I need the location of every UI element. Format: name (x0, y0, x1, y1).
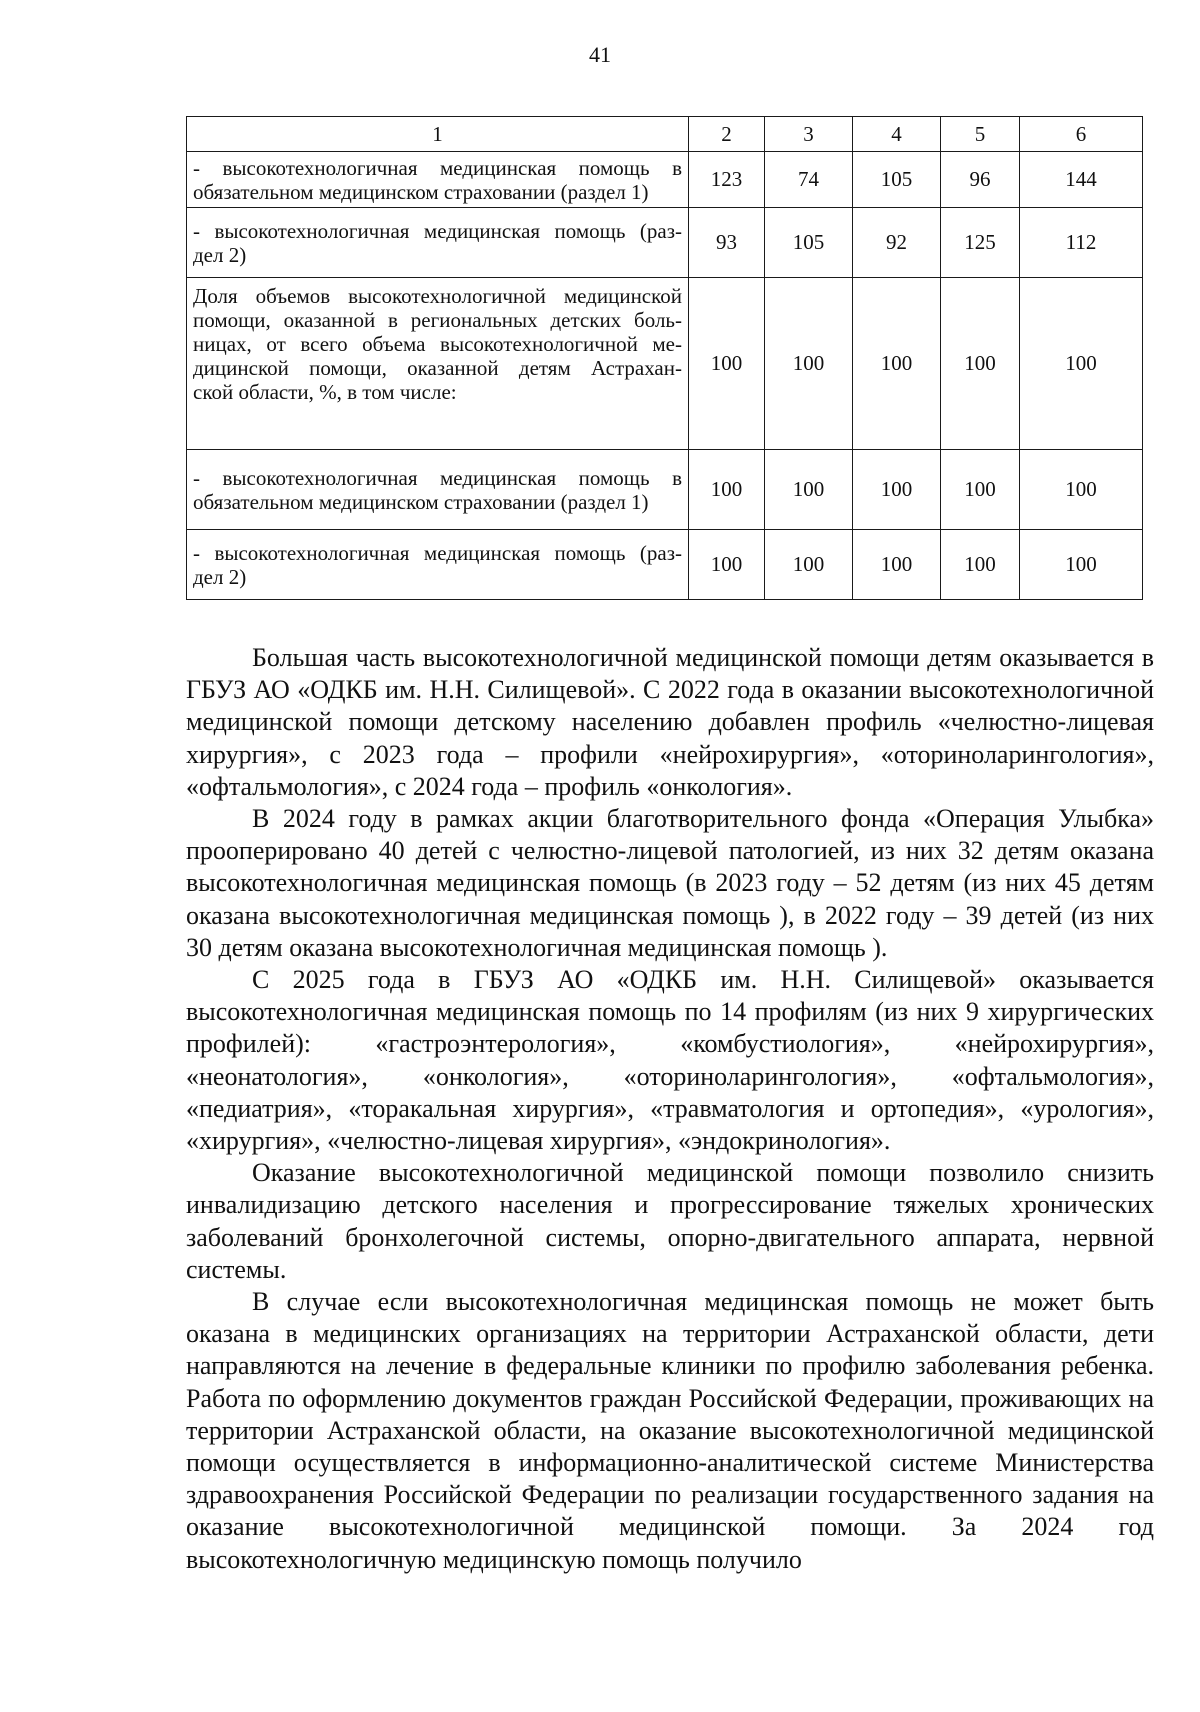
table-cell: 100 (853, 450, 941, 530)
row-label (187, 278, 689, 450)
row-label-line: - высокотехнологичная медицинская помощь (раз- (193, 218, 682, 243)
row-label (187, 450, 689, 530)
table-cell: 100 (689, 450, 765, 530)
body-text (186, 642, 1154, 1576)
table-cell: 100 (765, 278, 853, 450)
row-label (187, 152, 689, 208)
table-cell: 105 (765, 208, 853, 278)
table-cell: 100 (853, 278, 941, 450)
row-label-line: - высокотехнологичная медицинская помощь в (193, 155, 682, 180)
table-cell: 100 (1020, 530, 1143, 600)
row-label-line: - высокотехнологичная медицинская помощь (раз- (193, 540, 682, 565)
row-label-line: обязательном медицинском страховании (раздел 1) (193, 179, 649, 204)
table-row (187, 208, 1143, 278)
table-cell: 74 (765, 152, 853, 208)
table-cell: 100 (1020, 450, 1143, 530)
table-cell: 100 (689, 530, 765, 600)
row-label-line: - высокотехнологичная медицинская помощь в (193, 465, 682, 490)
table-header-cell: 1 (187, 117, 689, 152)
page-number: 41 (589, 42, 611, 67)
table-cell: 105 (853, 152, 941, 208)
table-cell: 112 (1020, 208, 1143, 278)
table-cell: 100 (689, 278, 765, 450)
table-cell: 92 (853, 208, 941, 278)
table-row (187, 152, 1143, 208)
table-row (187, 278, 1143, 450)
table-header-cell: 2 (689, 117, 765, 152)
paragraph: В случае если высокотехнологичная медицинская помощь не может быть оказана в медицинских организациях на территории Астраханской области, дети направляются на лечение в федеральные клиники по профилю заболевания ребенка. Работа по оформлению документов граждан Российской Федерации, проживающих на территории Астраханской области, на оказание высокотехнологичной медицинской помощи осуществляется в информационно-аналитической системе Министерства здравоохранения Российской Федерации по реализации государственного задания на оказание высокотехнологичной медицинской помощи. За 2024 год высокотехнологичную медицинскую помощь получило (186, 1287, 1154, 1574)
table-cell: 100 (941, 450, 1020, 530)
table-header-cell: 5 (941, 117, 1020, 152)
table-cell: 123 (689, 152, 765, 208)
table-cell: 100 (853, 530, 941, 600)
table-cell: 100 (941, 530, 1020, 600)
table-cell: 100 (765, 530, 853, 600)
row-label-line: дел 2) (193, 564, 247, 589)
table-cell: 96 (941, 152, 1020, 208)
row-label-line: ницах, от всего объема высокотехнологичной ме- (193, 332, 682, 356)
paragraph: В 2024 году в рамках акции благотворительного фонда «Операция Улыбка» прооперировано 40 детей с челюстно-лицевой патологией, из них 32 детям оказана высокотехнологичная медицинская помощь (в 2023 году – 52 детям (из них 45 детям оказана высокотехнологичная медицинская помощь ), в 2022 году – 39 детей (из них 30 детям оказана высокотехнологичная медицинская помощь ). (186, 804, 1154, 962)
table-cell: 144 (1020, 152, 1143, 208)
row-label-line: дицинской помощи, оказанной детям Астрахан- (193, 356, 682, 380)
row-label-line: обязательном медицинском страховании (раздел 1) (193, 489, 649, 514)
row-label-line: дел 2) (193, 242, 247, 267)
table-cell: 100 (941, 278, 1020, 450)
table-cell: 100 (1020, 278, 1143, 450)
paragraph: Оказание высокотехнологичной медицинской помощи позволило снизить инвалидизацию детского населения и прогрессирование тяжелых хронических заболеваний бронхолегочной системы, опорно-двигательного аппарата, нервной системы. (186, 1158, 1154, 1284)
table-cell: 93 (689, 208, 765, 278)
row-label-line: ской области, %, в том числе: (193, 380, 457, 404)
statistics-table (186, 116, 1143, 600)
table-row (187, 450, 1143, 530)
row-label (187, 208, 689, 278)
table-header-cell: 3 (765, 117, 853, 152)
paragraph: С 2025 года в ГБУЗ АО «ОДКБ им. Н.Н. Силищевой» оказывается высокотехнологичная медицинская помощь по 14 профилям (из них 9 хирургических профилей): «гастроэнтерология», «комбустиология», «нейрохирургия», «неонатология», «онкология», «оториноларингология», «офтальмология», «педиатрия», «торакальная хирургия», «травматология и ортопедия», «урология», «хирургия», «челюстно-лицевая хирургия», «эндокринология». (186, 965, 1154, 1156)
table-header-cell: 4 (853, 117, 941, 152)
row-label-line: помощи, оказанной в региональных детских боль- (193, 308, 682, 332)
table-header-row (187, 117, 1143, 152)
table-cell: 125 (941, 208, 1020, 278)
table-header-cell: 6 (1020, 117, 1143, 152)
row-label (187, 530, 689, 600)
table-row (187, 530, 1143, 600)
paragraph: Большая часть высокотехнологичной медицинской помощи детям оказывается в ГБУЗ АО «ОДКБ им. Н.Н. Силищевой». С 2022 года в оказании высокотехнологичной медицинской помощи детскому населению добавлен профиль «челюстно-лицевая хирургия», с 2023 года – профили «нейрохирургия», «оториноларингология», «офтальмология», с 2024 года – профиль «онкология». (186, 643, 1154, 801)
row-label-line: Доля объемов высокотехнологичной медицинской (193, 284, 682, 308)
table-cell: 100 (765, 450, 853, 530)
